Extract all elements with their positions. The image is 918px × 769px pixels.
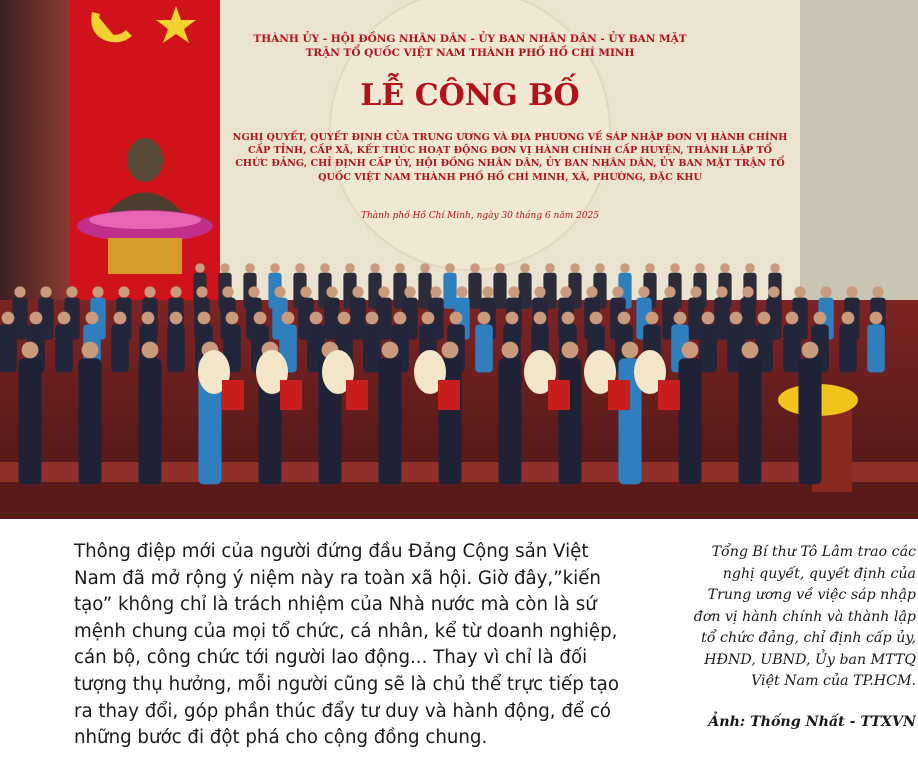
- delegate-head: [758, 312, 771, 325]
- delegate-body: [55, 324, 73, 372]
- delegate-body: [167, 324, 185, 372]
- delegate-head: [570, 263, 580, 273]
- delegate-body: [798, 358, 821, 484]
- delegate-body: [138, 358, 161, 484]
- delegate-head: [245, 263, 255, 273]
- certificate-folder: [608, 380, 630, 410]
- delegate-head: [430, 286, 441, 297]
- photo-caption: Tổng Bí thư Tô Lâm trao các nghị quyết, quyết định của Trung ương về việc sáp nhập đơn vị hành chính và thành lập tổ chức đảng, chỉ định cấp ủy, HĐND, UBND, Ủy ban MTTQ Việt Nam của TP.HCM.: [693, 544, 916, 689]
- delegate-body: [678, 358, 701, 484]
- delegate-head: [478, 312, 491, 325]
- delegate-head: [560, 286, 571, 297]
- delegate-head: [248, 286, 259, 297]
- delegate-head: [495, 263, 505, 273]
- delegate-head: [520, 263, 530, 273]
- delegate-head: [720, 263, 730, 273]
- delegate-head: [508, 286, 519, 297]
- delegate-head: [144, 286, 155, 297]
- delegate-body: [18, 358, 41, 484]
- delegate-head: [470, 263, 480, 273]
- delegate-body: [363, 324, 381, 372]
- delegate-head: [420, 263, 430, 273]
- delegate-head: [742, 286, 753, 297]
- delegate-head: [92, 286, 103, 297]
- delegate-head: [645, 263, 655, 273]
- delegate-head: [170, 312, 183, 325]
- delegate-head: [870, 312, 883, 325]
- delegate-head: [2, 312, 15, 325]
- delegate-head: [370, 263, 380, 273]
- delegate-body: [468, 273, 481, 309]
- delegate-head: [814, 312, 827, 325]
- delegate-head: [664, 286, 675, 297]
- delegate-head: [482, 286, 493, 297]
- delegate-head: [730, 312, 743, 325]
- delegate-head: [590, 312, 603, 325]
- delegate-head: [820, 286, 831, 297]
- delegate-head: [646, 312, 659, 325]
- delegate-head: [595, 263, 605, 273]
- delegate-body: [738, 358, 761, 484]
- delegate-head: [118, 286, 129, 297]
- delegate-head: [612, 286, 623, 297]
- delegate-head: [682, 342, 699, 359]
- delegate-body: [558, 358, 581, 484]
- delegate-head: [534, 286, 545, 297]
- delegate-head: [378, 286, 389, 297]
- delegate-head: [842, 312, 855, 325]
- delegate-body: [498, 358, 521, 484]
- delegate-body: [378, 358, 401, 484]
- delegate-head: [690, 286, 701, 297]
- delegate-head: [622, 342, 639, 359]
- delegate-head: [195, 263, 205, 273]
- delegate-head: [295, 263, 305, 273]
- delegate-head: [742, 342, 759, 359]
- delegate-head: [872, 286, 883, 297]
- delegate-body: [867, 324, 885, 372]
- delegate-head: [695, 263, 705, 273]
- delegate-head: [450, 312, 463, 325]
- delegate-head: [794, 286, 805, 297]
- delegate-head: [170, 286, 181, 297]
- delegate-head: [282, 312, 295, 325]
- delegate-head: [196, 286, 207, 297]
- delegate-head: [142, 342, 159, 359]
- delegate-head: [220, 263, 230, 273]
- delegate-head: [786, 312, 799, 325]
- delegate-body: [78, 358, 101, 484]
- certificate-folder: [548, 380, 570, 410]
- article-paragraph: Thông điệp mới của người đứng đầu Đảng Cộng sản Việt Nam đã mở rộng ý niệm này ra toàn xã hội. Giờ đây,”kiến tạo” không chỉ là trách nhiệm của Nhà nước mà còn là sứ mệnh chung của mọi tổ chức, cá nhân, kể từ doanh nghiệp, cán bộ, công chức tới người lao động... Thay vì chỉ là đối tượng thụ hưởng, mỗi người cũng sẽ là chủ thể trực tiếp tạo ra thay đổi, góp phần thúc đẩy tư duy và hành động, để có những bước đi đột phá cho cộng đồng chung.: [74, 541, 619, 749]
- bust-head: [127, 138, 163, 182]
- delegate-head: [114, 312, 127, 325]
- delegate-head: [846, 286, 857, 297]
- stage-front: [0, 482, 918, 519]
- delegate-head: [545, 263, 555, 273]
- delegate-head: [768, 286, 779, 297]
- delegate-head: [502, 342, 519, 359]
- delegate-head: [30, 312, 43, 325]
- delegate-head: [802, 342, 819, 359]
- backdrop-description: NGHỊ QUYẾT, QUYẾT ĐỊNH CỦA TRUNG ƯƠNG VÀ ĐỊA PHƯƠNG VỀ SÁP NHẬP ĐƠN VỊ HÀNH CHÍNH CẤP TỈNH, CẤP XÃ, KẾT THÚC HOẠT ĐỘNG ĐƠN VỊ HÀNH CHÍNH CẤP HUYỆN, THÀNH LẬP TỔ CHỨC ĐẢNG, CHỈ ĐỊNH CẤP ỦY, HỘI ĐỒNG NHÂN DÂN, ỦY BAN NHÂN DÂN, ỦY BAN MẶT TRẬN TỔ QUỐC VIỆT NAM THÀNH PHỐ HỒ CHÍ MINH, XÃ, PHƯỜNG, ĐẶC KHU: [232, 132, 788, 183]
- delegate-body: [699, 324, 717, 372]
- delegate-head: [618, 312, 631, 325]
- delegate-head: [40, 286, 51, 297]
- delegate-head: [562, 312, 575, 325]
- photo-credit: Ảnh: Thống Nhất - TTXVN: [708, 714, 916, 730]
- delegate-head: [352, 286, 363, 297]
- certificate-folder: [438, 380, 460, 410]
- backdrop-organizers: THÀNH ỦY - HỘI ĐỒNG NHÂN DÂN - ỦY BAN NHÂN DÂN - ỦY BAN MẶT TRẬN TỔ QUỐC VIỆT NAM THÀNH PHỐ HỒ CHÍ MINH: [253, 33, 687, 59]
- delegate-head: [404, 286, 415, 297]
- delegate-head: [674, 312, 687, 325]
- flower-top: [89, 211, 201, 229]
- delegate-head: [82, 342, 99, 359]
- delegate-body: [0, 324, 17, 372]
- delegate-head: [366, 312, 379, 325]
- certificate-folder: [222, 380, 244, 410]
- delegate-head: [300, 286, 311, 297]
- bust-pedestal: [108, 238, 182, 274]
- delegate-head: [310, 312, 323, 325]
- backdrop-title: LỄ CÔNG BỐ: [360, 78, 580, 113]
- delegate-head: [670, 263, 680, 273]
- delegate-head: [620, 263, 630, 273]
- delegate-head: [586, 286, 597, 297]
- delegate-head: [422, 312, 435, 325]
- delegate-head: [702, 312, 715, 325]
- delegate-head: [442, 342, 459, 359]
- delegate-body: [475, 324, 493, 372]
- delegate-body: [111, 324, 129, 372]
- delegate-head: [14, 286, 25, 297]
- delegate-head: [86, 312, 99, 325]
- delegate-head: [198, 312, 211, 325]
- delegate-body: [839, 324, 857, 372]
- delegate-head: [338, 312, 351, 325]
- delegate-head: [22, 342, 39, 359]
- delegate-head: [456, 286, 467, 297]
- certificate-folder: [346, 380, 368, 410]
- delegate-body: [783, 324, 801, 372]
- delegate-head: [506, 312, 519, 325]
- backdrop-date: Thành phố Hồ Chí Minh, ngày 30 tháng 6 năm 2025: [360, 211, 600, 221]
- delegate-head: [395, 263, 405, 273]
- delegate-head: [770, 263, 780, 273]
- delegate-head: [382, 342, 399, 359]
- delegate-head: [270, 263, 280, 273]
- delegate-head: [326, 286, 337, 297]
- delegate-head: [638, 286, 649, 297]
- delegate-head: [142, 312, 155, 325]
- certificate-folder: [280, 380, 302, 410]
- delegate-head: [320, 263, 330, 273]
- delegate-head: [66, 286, 77, 297]
- delegate-head: [345, 263, 355, 273]
- delegate-head: [534, 312, 547, 325]
- delegate-head: [745, 263, 755, 273]
- delegate-head: [222, 286, 233, 297]
- delegate-head: [445, 263, 455, 273]
- certificate-folder: [658, 380, 680, 410]
- delegate-head: [274, 286, 285, 297]
- delegate-head: [562, 342, 579, 359]
- delegate-head: [58, 312, 71, 325]
- delegate-head: [226, 312, 239, 325]
- delegate-head: [254, 312, 267, 325]
- delegate-head: [394, 312, 407, 325]
- delegate-head: [716, 286, 727, 297]
